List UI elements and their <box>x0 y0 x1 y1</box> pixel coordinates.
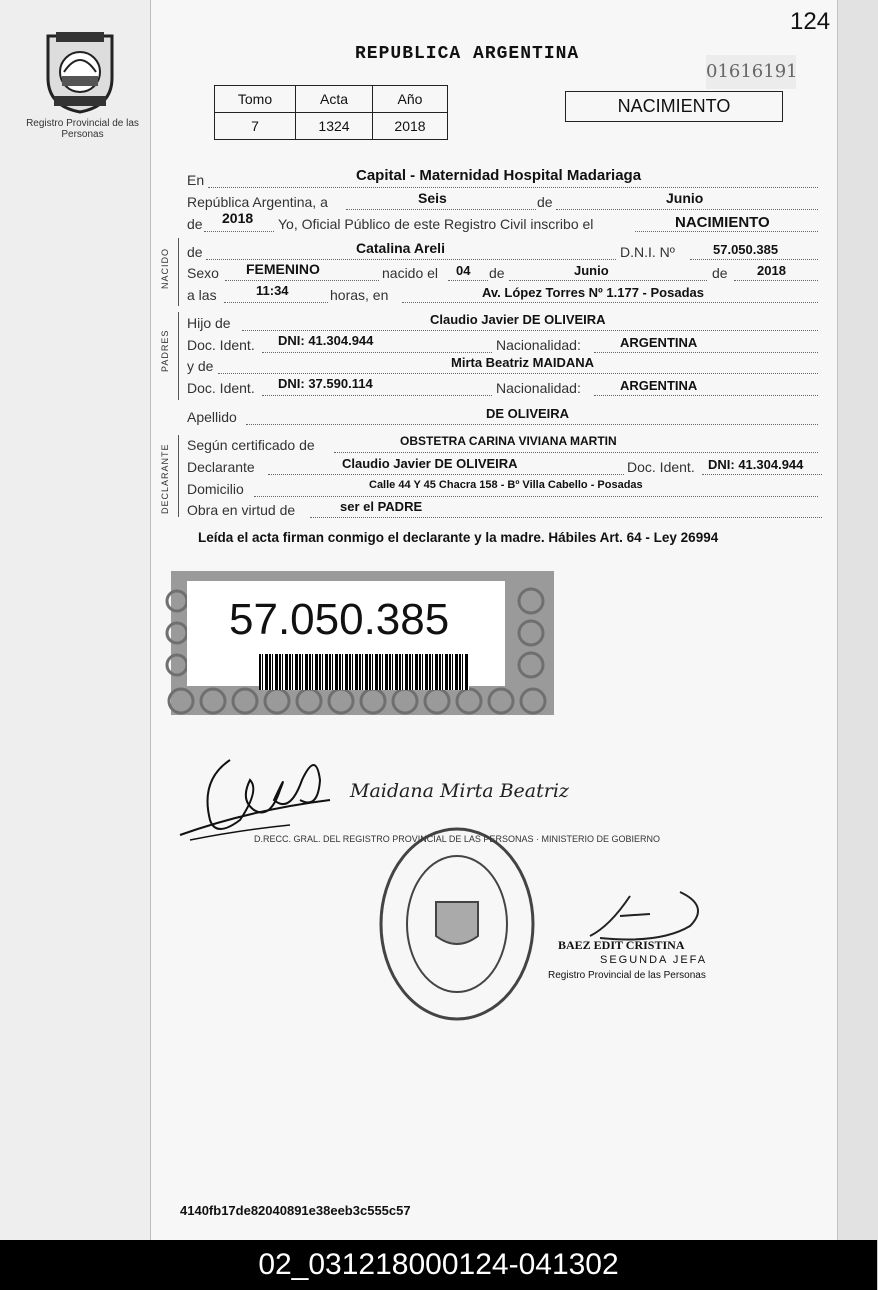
side-label-padres: PADRES <box>160 329 170 372</box>
child-dni-value: 57.050.385 <box>713 242 779 257</box>
acta-header: Acta <box>296 86 373 113</box>
label-doc1: Doc. Ident. <box>187 337 255 353</box>
label-republica: República Argentina, a <box>187 194 328 210</box>
act-value: NACIMIENTO <box>675 214 770 231</box>
declarant-value: Claudio Javier DE OLIVEIRA <box>342 456 518 471</box>
mother-dni-value: DNI: 37.590.114 <box>278 376 373 391</box>
page-number: 124 <box>790 8 831 35</box>
label-obra: Obra en virtud de <box>187 502 296 518</box>
day-value: Seis <box>418 190 447 206</box>
label-sexo: Sexo <box>187 265 219 281</box>
tomo-value: 7 <box>215 113 296 140</box>
birth-day-value: 04 <box>456 263 471 278</box>
label-de2: de <box>489 265 505 281</box>
label-de-year: de <box>187 216 203 232</box>
label-domicilio: Domicilio <box>187 481 244 497</box>
surname-value: DE OLIVEIRA <box>486 406 570 421</box>
right-margin <box>837 0 878 1240</box>
certificate-value: OBSTETRA CARINA VIVIANA MARTIN <box>400 434 617 448</box>
mother-signature: Maidana Mirta Beatriz <box>350 780 569 802</box>
tomo-header: Tomo <box>215 86 296 113</box>
label-nac2: Nacionalidad: <box>496 380 581 396</box>
tomo-table <box>214 85 448 140</box>
footer-code: 02_031218000124-041302 <box>0 1240 877 1290</box>
child-name-value: Catalina Areli <box>356 240 445 256</box>
birth-place-value: Av. López Torres Nº 1.177 - Posadas <box>482 285 704 300</box>
closing-statement: Leída el acta firman conmigo el declarante y la madre. Hábiles Art. 64 - Ley 26994 <box>198 530 719 545</box>
label-declarante: Declarante <box>187 459 255 475</box>
side-label-declarante: DECLARANTE <box>160 443 170 514</box>
birth-month-value: Junio <box>574 263 609 278</box>
barcode-label <box>187 581 505 686</box>
label-oficial: Yo, Oficial Público de este Registro Civil inscribo el <box>278 216 594 232</box>
mother-value: Mirta Beatriz MAIDANA <box>451 355 595 370</box>
birth-year-value: 2018 <box>757 263 786 278</box>
official-signature-icon <box>560 886 720 946</box>
place-value: Capital - Maternidad Hospital Madariaga <box>356 167 642 184</box>
mother-nationality-value: ARGENTINA <box>620 378 698 393</box>
document-hash: 4140fb17de82040891e38eeb3c555c57 <box>180 1203 411 1218</box>
serial-number: 01616191 <box>706 55 796 89</box>
label-nac1: Nacionalidad: <box>496 337 581 353</box>
label-doc2: Doc. Ident. <box>187 380 255 396</box>
label-de3: de <box>712 265 728 281</box>
official-office: Registro Provincial de las Personas <box>548 970 706 981</box>
label-de-month: de <box>537 194 553 210</box>
official-role: SEGUNDA JEFA <box>600 954 708 966</box>
father-value: Claudio Javier DE OLIVEIRA <box>430 312 606 327</box>
label-hijo: Hijo de <box>187 315 231 331</box>
label-y-de: y de <box>187 358 214 374</box>
father-nationality-value: ARGENTINA <box>620 335 698 350</box>
logo-caption: Registro Provincial de las Personas <box>26 118 139 140</box>
month-value: Junio <box>666 190 704 206</box>
father-dni-value: DNI: 41.304.944 <box>278 333 374 348</box>
birth-time-value: 11:34 <box>256 283 289 298</box>
anio-value: 2018 <box>373 113 448 140</box>
declarant-dni-value: DNI: 41.304.944 <box>708 457 804 472</box>
label-segun: Según certificado de <box>187 437 315 453</box>
label-dni: D.N.I. Nº <box>620 244 675 260</box>
label-nacido: nacido el <box>382 265 439 281</box>
label-de-name: de <box>187 244 203 260</box>
sex-value: FEMENINO <box>246 261 320 277</box>
acta-value: 1324 <box>296 113 373 140</box>
seal-text: D.RECC. GRAL. DEL REGISTRO PROVINCIAL DE LAS PERSONAS · MINISTERIO DE GOBIERNO <box>254 834 660 844</box>
label-doc3: Doc. Ident. <box>627 459 695 475</box>
barcode-number: 57.050.385 <box>229 595 450 644</box>
label-horas: horas, en <box>330 287 389 303</box>
year-value: 2018 <box>222 210 254 226</box>
document-title: REPUBLICA ARGENTINA <box>355 44 580 64</box>
left-margin <box>0 0 151 1240</box>
label-apellido: Apellido <box>187 409 237 425</box>
dni-barcode-sticker <box>171 571 554 715</box>
province-crest-icon <box>44 28 116 114</box>
act-type-box: NACIMIENTO <box>565 91 783 122</box>
capacity-value: ser el PADRE <box>340 499 423 514</box>
side-label-nacido: NACIDO <box>160 247 170 289</box>
label-en: En <box>187 172 205 188</box>
anio-header: Año <box>373 86 448 113</box>
barcode-icon <box>259 654 469 690</box>
address-value: Calle 44 Y 45 Chacra 158 - Bº Villa Cabello - Posadas <box>369 479 643 491</box>
official-name: BAEZ EDIT CRISTINA <box>558 938 685 952</box>
label-a-las: a las <box>187 287 217 303</box>
